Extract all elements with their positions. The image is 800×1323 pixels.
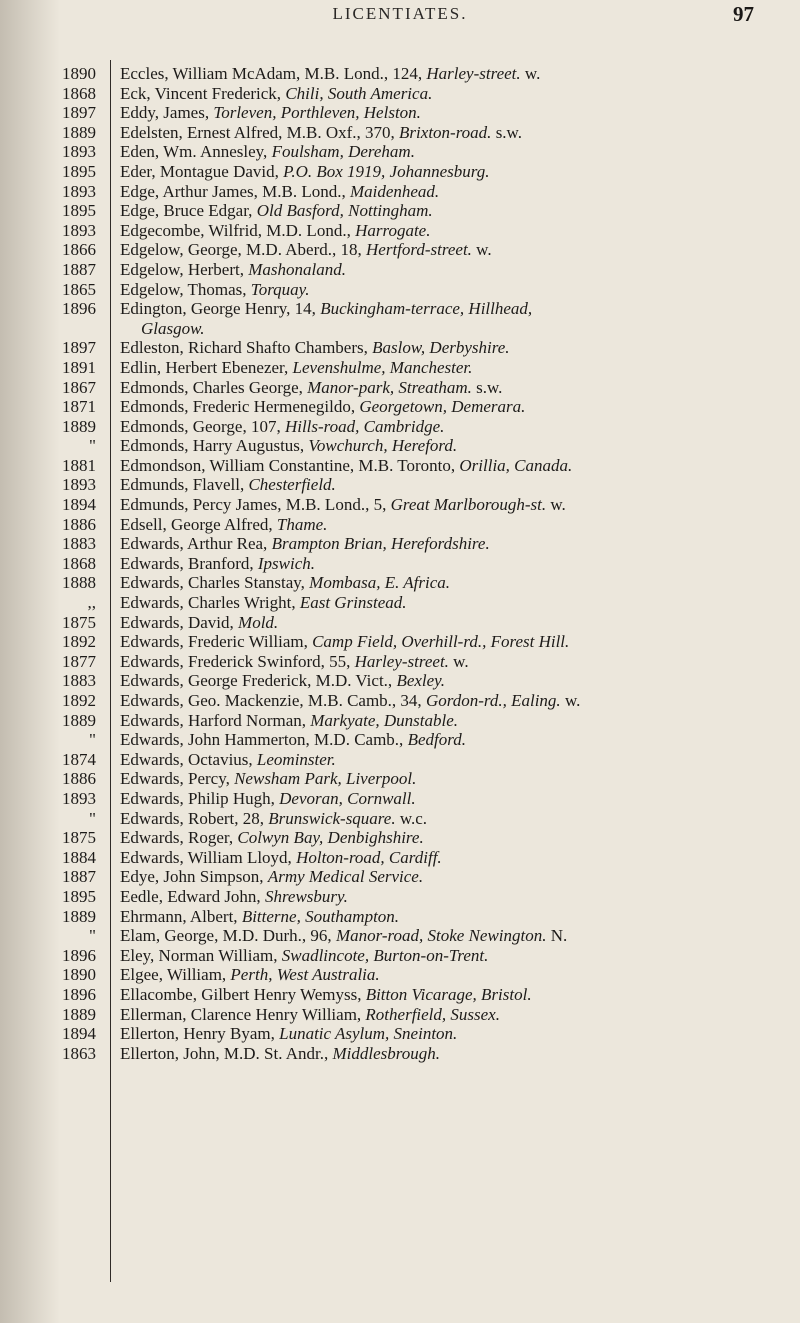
entry-year: 1890 [62, 965, 96, 985]
entry-name: Ellerton, John, M.D. St. Andr., [120, 1043, 333, 1063]
entry-row [0, 123, 800, 143]
entry-name: Edge, Arthur James, M.B. Lond., [120, 181, 350, 201]
entry-row [0, 534, 800, 554]
entry-address: Harrogate. [355, 220, 431, 240]
entry-name: Edelsten, Ernest Alfred, M.B. Oxf., 370, [120, 122, 400, 142]
entry-row [0, 965, 800, 985]
entry-address: Chili, South America. [285, 83, 433, 103]
entry-text [120, 378, 780, 398]
entry-name: Edmonds, Frederic Hermenegildo, [120, 397, 360, 417]
entry-address: Harley-street. [354, 651, 449, 671]
entry-row [0, 162, 800, 182]
entry-text [120, 260, 780, 280]
entry-address: Torquay. [250, 279, 310, 299]
entry-row [0, 358, 800, 378]
entry-row [0, 828, 800, 848]
entry-year: 1893 [62, 475, 96, 495]
entry-address: Foulsham, Dereham. [271, 142, 415, 162]
entry-name: Edwards, Harford Norman, [120, 710, 311, 730]
entry-name: Edwards, William Lloyd, [120, 847, 297, 867]
entry-row [0, 573, 800, 593]
entry-row [0, 417, 800, 437]
entry-year: 1895 [62, 201, 96, 221]
entry-row [0, 201, 800, 221]
entry-row [0, 84, 800, 104]
entry-row [0, 730, 800, 750]
entry-text [120, 554, 780, 574]
entry-address: Newsham Park, Liverpool. [234, 769, 417, 789]
entry-address: Army Medical Service. [267, 867, 424, 887]
entry-year: 1883 [62, 534, 96, 554]
entry-name: Edwards, Frederic William, [120, 632, 313, 652]
entry-address: Camp Field, Overhill-rd., Forest Hill. [312, 632, 570, 652]
entry-row [0, 789, 800, 809]
entry-text [120, 436, 780, 456]
entry-year: 1886 [62, 514, 96, 534]
entry-district: N. [546, 926, 568, 946]
entry-row [0, 809, 800, 829]
entry-year: 1895 [62, 886, 96, 906]
entry-row [0, 593, 800, 613]
entry-text [120, 828, 780, 848]
entry-text [120, 475, 780, 495]
entry-year: 1892 [62, 691, 96, 710]
entry-address: Gordon-rd., Ealing. [425, 691, 561, 710]
entry-address: Brampton Brian, Herefordshire. [271, 534, 490, 554]
entry-row [0, 240, 800, 260]
entry-address: Levenshulme, Manchester. [292, 357, 473, 377]
entry-name: Elam, George, M.D. Durh., 96, [120, 926, 336, 946]
entry-text [120, 789, 780, 809]
entry-year: 1889 [62, 122, 96, 142]
entry-name: Edwards, Geo. Mackenzie, M.B. Camb., 34, [120, 691, 426, 710]
entry-name: Eedle, Edward John, [120, 886, 265, 906]
entry-address: Ipswich. [257, 553, 315, 573]
entry-text [120, 280, 780, 300]
entry-name: Edwards, Roger, [120, 828, 238, 848]
entry-row [0, 1044, 800, 1064]
entry-address: Colwyn Bay, Denbighshire. [237, 828, 424, 848]
entry-year: 1887 [62, 259, 96, 279]
entry-row [0, 436, 800, 456]
entry-address: Middlesbrough. [332, 1043, 441, 1063]
entry-address: Leominster. [256, 749, 336, 769]
entry-address-continued: Glasgow. [141, 318, 205, 338]
entry-name: Ellacombe, Gilbert Henry Wemyss, [120, 984, 366, 1004]
entry-year: 1895 [62, 161, 96, 181]
entry-year: 1893 [62, 142, 96, 162]
entry-name: Eccles, William McAdam, M.B. Lond., 124, [120, 64, 427, 83]
entry-address: Bexley. [396, 671, 446, 691]
entry-text [120, 1024, 780, 1044]
entry-text [120, 64, 780, 84]
entry-address: Maidenhead. [349, 181, 440, 201]
entry-text [120, 613, 780, 633]
entry-text [120, 456, 780, 476]
entry-text [120, 1044, 780, 1064]
entry-name: Edwards, Philip Hugh, [120, 788, 280, 808]
entry-text [120, 515, 780, 535]
entry-row [0, 887, 800, 907]
entry-address: Old Basford, Nottingham. [256, 201, 433, 221]
entry-text [120, 887, 780, 907]
entry-text [120, 652, 780, 672]
entry-address: Shrewsbury. [264, 886, 348, 906]
entry-name: Edwards, Charles Wright, [120, 593, 300, 613]
entry-text [120, 965, 780, 985]
entry-text [120, 769, 780, 789]
entry-year: " [89, 730, 96, 750]
entry-row [0, 456, 800, 476]
entry-text [120, 671, 780, 691]
entry-district: w. [560, 691, 581, 710]
entry-year: 1865 [62, 279, 96, 299]
entry-year: " [89, 926, 96, 946]
entry-row [0, 769, 800, 789]
entry-address: Holton-road, Cardiff. [296, 847, 442, 867]
entry-year: 1868 [62, 553, 96, 573]
entry-row [0, 397, 800, 417]
entry-name: Edmunds, Percy James, M.B. Lond., 5, [120, 495, 391, 515]
entry-year: 1893 [62, 220, 96, 240]
page-number: 97 [733, 2, 754, 26]
entry-address: P.O. Box 1919, Johannesburg. [283, 161, 490, 181]
entry-name: Edwards, Frederick Swinford, 55, [120, 651, 355, 671]
entry-text [120, 593, 780, 613]
entry-year: 1867 [62, 377, 96, 397]
entry-district: s.w. [471, 377, 503, 397]
entry-text [120, 162, 780, 182]
entry-name: Edwards, Branford, [120, 553, 258, 573]
entry-address: East Grinstead. [299, 593, 407, 613]
entry-text [120, 123, 780, 143]
entry-row [0, 907, 800, 927]
entry-name: Edleston, Richard Shafto Chambers, [120, 338, 373, 358]
entry-year: 1896 [62, 299, 96, 319]
entry-year: 1893 [62, 788, 96, 808]
entry-row [0, 338, 800, 358]
entry-row [0, 848, 800, 868]
entry-row [0, 64, 800, 84]
entry-year: 1868 [62, 83, 96, 103]
entry-name: Eder, Montague David, [120, 161, 284, 181]
entry-text [120, 240, 780, 260]
entry-year: 1886 [62, 769, 96, 789]
entry-row [0, 103, 800, 123]
entry-name: Edwards, Percy, [120, 769, 235, 789]
entry-name: Ehrmann, Albert, [120, 906, 242, 926]
entry-row [0, 182, 800, 202]
entry-name: Edmonds, George, 107, [120, 416, 285, 436]
entry-name: Eddy, James, [120, 103, 214, 123]
entry-address: Manor-park, Streatham. [307, 377, 472, 397]
entry-year: 1889 [62, 416, 96, 436]
entry-text [120, 573, 780, 593]
entry-address: Perth, West Australia. [230, 965, 380, 985]
entry-row [0, 299, 800, 338]
entry-name: Edmonds, Harry Augustus, [120, 436, 309, 456]
entry-district: w. [520, 64, 541, 83]
entry-row [0, 475, 800, 495]
entry-address: Bedford. [407, 730, 466, 750]
entry-address: Mashonaland. [248, 259, 346, 279]
entry-name: Edye, John Simpson, [120, 867, 268, 887]
entry-address: Hertford-street. [366, 240, 472, 260]
entry-district: w. [546, 495, 566, 515]
entry-row [0, 867, 800, 887]
entry-address: Bitton Vicarage, Bristol. [365, 984, 532, 1004]
entry-text [120, 632, 780, 652]
entry-address: Rotherfield, Sussex. [365, 1004, 500, 1024]
entry-name: Edgecombe, Wilfrid, M.D. Lond., [120, 220, 356, 240]
entry-row [0, 985, 800, 1005]
entry-address: Vowchurch, Hereford. [308, 436, 458, 456]
entry-text [120, 495, 780, 515]
entry-address: Devoran, Cornwall. [279, 788, 416, 808]
entry-year: 1875 [62, 612, 96, 632]
entry-text [120, 397, 780, 417]
entry-year: 1874 [62, 749, 96, 769]
entry-year: 1889 [62, 906, 96, 926]
entry-name: Edgelow, Herbert, [120, 259, 249, 279]
entry-text [120, 848, 780, 868]
entry-address: Georgetown, Demerara. [359, 397, 526, 417]
entry-row [0, 671, 800, 691]
entry-year: 1866 [62, 240, 96, 260]
entry-row [0, 260, 800, 280]
entry-text [120, 534, 780, 554]
entry-row [0, 652, 800, 672]
entry-text [120, 142, 780, 162]
entry-address: Harley-street. [426, 64, 521, 83]
entry-year: 1884 [62, 847, 96, 867]
entry-name: Edmonds, Charles George, [120, 377, 308, 397]
entry-year: 1889 [62, 1004, 96, 1024]
entry-name: Edwards, John Hammerton, M.D. Camb., [120, 730, 408, 750]
entry-name: Edlin, Herbert Ebenezer, [120, 357, 293, 377]
entry-name: Edwards, David, [120, 612, 239, 632]
entry-district: w. [448, 651, 469, 671]
entry-text [120, 84, 780, 104]
entry-text [120, 182, 780, 202]
entry-text [120, 730, 780, 750]
entry-row [0, 280, 800, 300]
entry-name: Eck, Vincent Frederick, [120, 83, 286, 103]
entry-text [120, 907, 780, 927]
entry-text [120, 985, 780, 1005]
entry-address: Swadlincote, Burton-on-Trent. [281, 945, 489, 965]
entry-address: Chesterfield. [248, 475, 336, 495]
entry-name: Eden, Wm. Annesley, [120, 142, 272, 162]
entry-text [120, 809, 780, 829]
entry-address: Great Marlborough-st. [390, 495, 547, 515]
entry-year: 1871 [62, 397, 96, 417]
entry-name: Eley, Norman William, [120, 945, 282, 965]
entry-year: 1894 [62, 1024, 96, 1044]
entry-address: Brunswick-square. [268, 808, 396, 828]
entry-row [0, 142, 800, 162]
entry-name: Edwards, Octavius, [120, 749, 257, 769]
entry-row [0, 515, 800, 535]
entry-name: Edwards, George Frederick, M.D. Vict., [120, 671, 397, 691]
entry-year: 1887 [62, 867, 96, 887]
entry-text [120, 201, 780, 221]
entry-text [120, 417, 780, 437]
entry-row [0, 750, 800, 770]
entry-row [0, 632, 800, 652]
entry-address: Mold. [238, 612, 279, 632]
entry-year: 1896 [62, 945, 96, 965]
entry-name: Edwards, Charles Stanstay, [120, 573, 310, 593]
entry-district: s.w. [491, 122, 522, 142]
entry-year: 1893 [62, 181, 96, 201]
entry-text [120, 867, 780, 887]
entry-text [120, 338, 780, 358]
entry-district: w.c. [395, 808, 428, 828]
entry-district: w. [471, 240, 492, 260]
entry-row [0, 1024, 800, 1044]
entry-address: Baslow, Derbyshire. [372, 338, 510, 358]
entry-row [0, 378, 800, 398]
entry-year: 1863 [62, 1043, 96, 1063]
entry-name: Elgee, William, [120, 965, 231, 985]
entry-row [0, 613, 800, 633]
entry-address: Hills-road, Cambridge. [284, 416, 445, 436]
entry-address: Buckingham-terrace, Hillhead, [320, 299, 533, 319]
entry-address: Thame. [276, 514, 328, 534]
entry-name: Ellerton, Henry Byam, [120, 1024, 280, 1044]
entry-row [0, 946, 800, 966]
entry-name: Edwards, Robert, 28, [120, 808, 269, 828]
entry-year: 1875 [62, 828, 96, 848]
entry-text [120, 221, 780, 241]
entry-row [0, 711, 800, 731]
entry-year: 1891 [62, 357, 96, 377]
running-header: LICENTIATES. [332, 4, 468, 23]
entry-row [0, 1005, 800, 1025]
entry-address: Mombasa, E. Africa. [309, 573, 451, 593]
entry-text [120, 750, 780, 770]
entry-address: Lunatic Asylum, Sneinton. [279, 1024, 458, 1044]
entry-year: 1890 [62, 64, 96, 83]
entry-row [0, 926, 800, 946]
entry-address: Brixton-road. [399, 122, 492, 142]
entry-name: Edington, George Henry, 14, [120, 299, 321, 319]
register-entries [0, 64, 800, 1063]
entry-text [120, 711, 780, 731]
entry-text [120, 946, 780, 966]
entry-text [120, 299, 780, 338]
entry-name: Edgelow, George, M.D. Aberd., 18, [120, 240, 366, 260]
entry-address: Orillia, Canada. [459, 455, 573, 475]
entry-row [0, 495, 800, 515]
entry-name: Edge, Bruce Edgar, [120, 201, 257, 221]
entry-address: Markyate, Dunstable. [310, 710, 459, 730]
entry-year: 1894 [62, 495, 96, 515]
entry-row [0, 554, 800, 574]
entry-text [120, 926, 780, 946]
entry-year: " [89, 436, 96, 456]
entry-text [120, 1005, 780, 1025]
entry-year: 1897 [62, 103, 96, 123]
entry-row [0, 221, 800, 241]
entry-year: 1883 [62, 671, 96, 691]
entry-year: 1889 [62, 710, 96, 730]
entry-name: Edsell, George Alfred, [120, 514, 277, 534]
entry-year: " [89, 808, 96, 828]
entry-name: Edgelow, Thomas, [120, 279, 251, 299]
entry-year: 1881 [62, 455, 96, 475]
entry-text [120, 691, 780, 711]
entry-name: Edmondson, William Constantine, M.B. Toronto, [120, 455, 460, 475]
entry-year: 1888 [62, 573, 96, 593]
entry-address: Torleven, Porthleven, Helston. [213, 103, 421, 123]
entry-year: 1896 [62, 984, 96, 1004]
entry-year: 1877 [62, 651, 96, 671]
entry-year: ,, [87, 593, 96, 613]
entry-text [120, 103, 780, 123]
entry-address: Manor-road, Stoke Newington. [335, 926, 547, 946]
entry-row [0, 691, 800, 711]
entry-name: Edmunds, Flavell, [120, 475, 249, 495]
entry-name: Ellerman, Clarence Henry William, [120, 1004, 366, 1024]
entry-year: 1892 [62, 632, 96, 652]
entry-year: 1897 [62, 338, 96, 358]
entry-text [120, 358, 780, 378]
entry-address: Bitterne, Southampton. [241, 906, 400, 926]
entry-name: Edwards, Arthur Rea, [120, 534, 272, 554]
